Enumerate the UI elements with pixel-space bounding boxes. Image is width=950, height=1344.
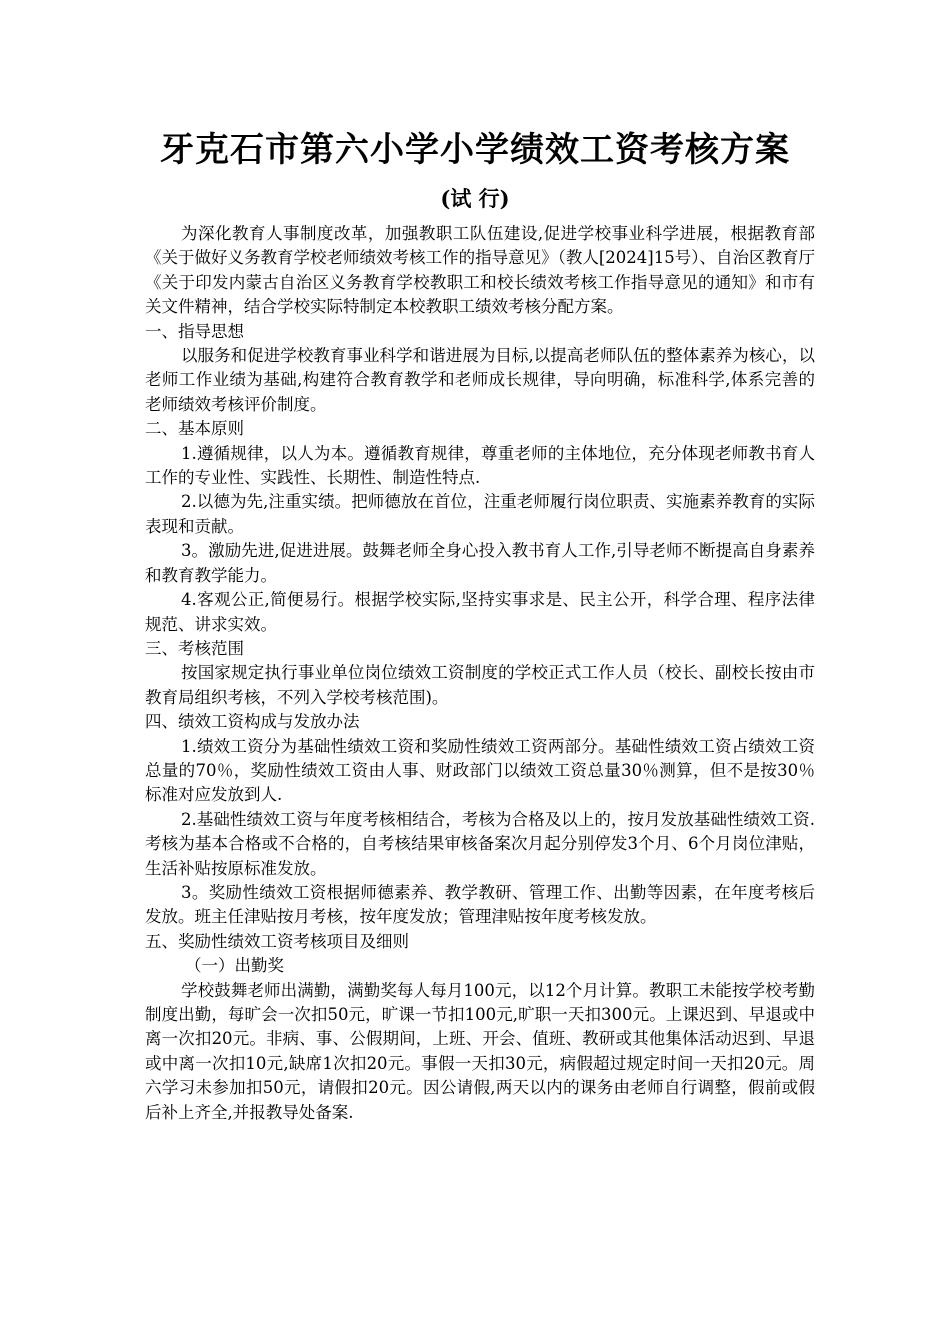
body-paragraph: 3。激励先进,促进进展。鼓舞老师全身心投入教书育人工作,引导老师不断提高自身素养和教育教学能力。 (145, 541, 815, 585)
section-heading: 五、奖励性绩效工资考核项目及细则 (145, 931, 409, 951)
body-paragraph: 学校鼓舞老师出满勤，满勤奖每人每月100元，以12个月计算。教职工未能按学校考勤制度出勤，每旷会一次扣50元，旷课一节扣100元,旷职一天扣300元。上课迟到、早退或中离一次扣20元。非病、事、公假期间，上班、开会、值班、教研或其他集体活动迟到、早退或中离一次扣10元,缺席1次扣20元。事假一天扣30元，病假超过规定时间一天扣20元。周六学习未参加扣50元，请假扣20元。因公请假,两天以内的课务由老师自行调整，假前或假后补上齐全,并报教导处备案. (145, 980, 815, 1122)
body-paragraph: 1.遵循规律，以人为本。遵循教育规律，尊重老师的主体地位，充分体现老师教书育人工作的专业性、实践性、长期性、制造性特点. (145, 443, 815, 488)
body-paragraph: 以服务和促进学校教育事业科学和谐进展为目标,以提高老师队伍的整体素养为核心，以老师工作业绩为基础,构建符合教育教学和老师成长规律，导向明确，标准科学,体系完善的老师绩效考核评价制度。 (145, 346, 815, 414)
section-heading: 三、考核范围 (145, 638, 244, 658)
body-paragraph: 按国家规定执行事业单位岗位绩效工资制度的学校正式工作人员（校长、副校长按由市教育局组织考核，不列入学校考核范围)。 (145, 663, 815, 707)
body-paragraph: 1.绩效工资分为基础性绩效工资和奖励性绩效工资两部分。基础性绩效工资占绩效工资总量的70％，奖励性绩效工资由人事、财政部门以绩效工资总量30％测算，但不是按30％标准对应发放到人. (145, 736, 815, 805)
document-title: 牙克石市第六小学小学绩效工资考核方案 (160, 130, 790, 170)
subsection-heading: （一）出勤奖 (185, 956, 284, 976)
section-heading: 二、基本原则 (145, 419, 244, 439)
body-paragraph: 4.客观公正,简便易行。根据学校实际,坚持实事求是、民主公开，科学合理、程序法律规范、讲求实效。 (145, 590, 815, 634)
body-paragraph: 2.基础性绩效工资与年度考核相结合，考核为合格及以上的，按月发放基础性绩效工资.考核为基本合格或不合格的，自考核结果审核备案次月起分别停发3个月、6个月岗位津贴，生活补贴按原标准发放。 (145, 809, 815, 878)
body-paragraph: 2.以德为先,注重实绩。把师德放在首位，注重老师履行岗位职责、实施素养教育的实际表现和贡献。 (145, 492, 815, 536)
document-subtitle: (试 行) (440, 186, 510, 211)
document-body (145, 222, 815, 1125)
section-heading: 一、指导思想 (145, 321, 244, 341)
intro-paragraph: 为深化教育人事制度改革，加强教职工队伍建设,促进学校事业科学进展，根据教育部《关于做好义务教育学校老师绩效考核工作的指导意见》（教人[2024]15号）、自治区教育厅《关于印发内蒙古自治区义务教育学校教职工和校长绩效考核工作指导意见的通知》和市有关文件精神，结合学校实际特制定本校教职工绩效考核分配方案。 (145, 224, 815, 317)
section-heading: 四、绩效工资构成与发放办法 (145, 712, 360, 732)
body-paragraph: 3。奖励性绩效工资根据师德素养、教学教研、管理工作、出勤等因素，在年度考核后发放。班主任津贴按月考核，按年度发放；管理津贴按年度考核发放。 (145, 882, 815, 927)
